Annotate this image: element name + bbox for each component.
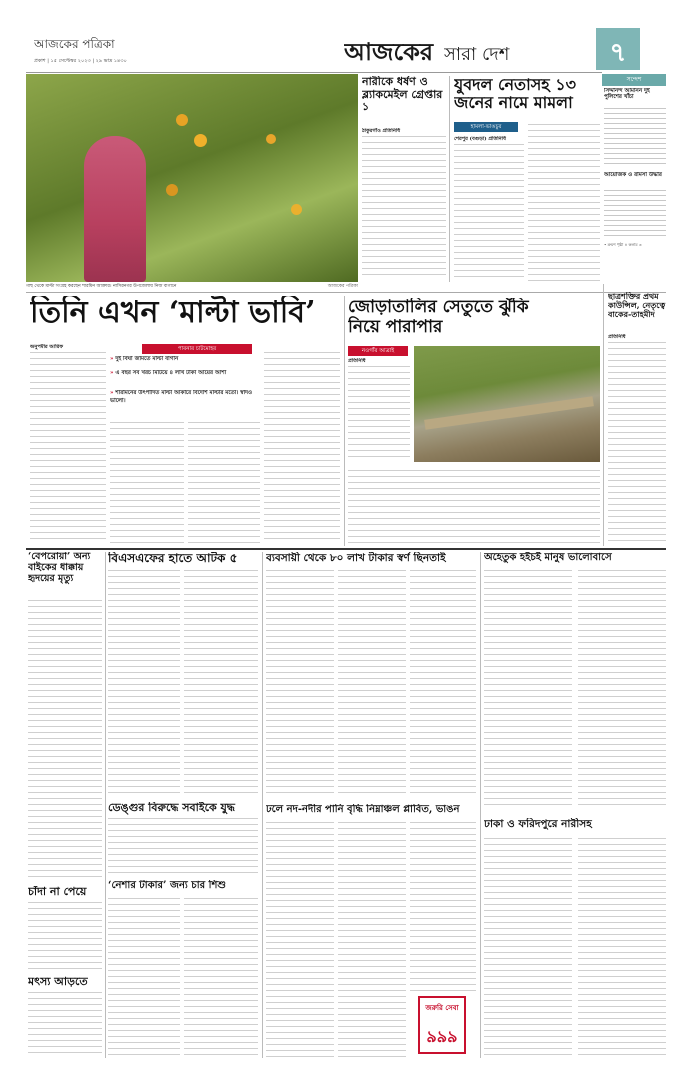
story-bsf-text-col2: [184, 570, 258, 798]
story-jubodal-kicker: হামলা-ভাঙচুর: [454, 122, 518, 132]
story-bridge-headline: জোড়াতালির সেতুতে ঝুঁকি নিয়ে পারাপার: [348, 298, 529, 337]
story-chanda-headline: চাঁদা না পেয়ে: [28, 886, 87, 898]
lead-text-col4: [264, 352, 340, 544]
bridge-deck: [424, 396, 594, 430]
story-dengue-headline: ডেঙ্গুর বিরুদ্ধে সবাইকে যুদ্ধ: [108, 802, 235, 814]
lead-bullet: » এ বছর সব খরচ মিটিয়ে ৪ লাখ টাকা আয়ের আশা: [110, 370, 227, 376]
story-flood-headline: ঢলে নদ-নদীর পানি বৃদ্ধি নিম্নাঞ্চল প্লাবিত, ভাঙন: [266, 804, 460, 815]
woman-figure: [84, 136, 146, 282]
sidebar-story2-more: • ক্রমশ পৃষ্ঠা ৪ কলাম ৩: [604, 242, 642, 247]
story-drug-text-col2: [184, 898, 258, 1058]
lead-bullets-box: [110, 356, 258, 418]
lead-headline: তিনি এখন ‘মাল্টা ভাবি’: [30, 296, 316, 330]
page-number: ৭: [609, 38, 627, 68]
story-jubodal-text-col2: [528, 124, 600, 282]
story-gold-text-col3: [410, 570, 476, 798]
orange-fruit: [176, 114, 188, 126]
sidebar-story2-text: [604, 190, 666, 240]
emergency-number: ৯৯৯: [426, 1027, 458, 1046]
story-bike-headline: ‘বেপরোয়া’ অন্য বাইকের ধাক্কায় হৃদয়ের মৃত্যু: [28, 552, 91, 584]
story-love-headline: অহেতুক হইচই মানুষ ভালোবাসে: [484, 552, 612, 563]
sidebar-story2-title: আয়োজক ও রামসা উদ্ধার: [604, 172, 662, 178]
date-line: প্রকাশ | ১৫ সেপ্টেম্বর ২০২৩ | ২৯ ভাদ্র ১৪৩০: [34, 58, 127, 64]
story-chhatra-text: [608, 342, 666, 546]
lead-bullet: » দুই বিঘা জমিতে মাল্টা বাগান: [110, 356, 179, 362]
story-love-text-col2: [578, 570, 666, 810]
story-bsf-text-col1: [108, 570, 180, 798]
story-bsf-headline: বিএসএফের হাতে আটক ৫: [108, 552, 238, 565]
lead-kicker: পাবনার চাটমোহর: [142, 344, 252, 354]
story-bridge-byline: প্রতিনিধি: [348, 358, 366, 364]
story-bridge-text-bottom: [348, 470, 600, 546]
sidebar-header: সন্দেশ: [602, 74, 666, 86]
orange-fruit: [166, 184, 178, 196]
story-gold-text-col2: [338, 570, 406, 798]
sidebar-story1-title: সিদ্দানন্দ আমানন দুই পুলিশের খাঁচা: [604, 88, 650, 101]
story-chhatra-headline: ছাত্রশক্তির প্রথম কাউন্সিল, নেতৃত্বে বাকের-তাহমীদ: [608, 292, 666, 320]
story-fish-headline: মৎস্য আড়তে: [28, 976, 88, 988]
emergency-label: জরুরি সেবা: [425, 1003, 459, 1012]
photo-caption: গাছ থেকে মাল্টা সংগ্রহ করছেন শারমিন আক্তার। নাসিরনগর উপজেলায় নিজ বাগানে: [26, 284, 177, 289]
story-jubodal-text-col1: [454, 144, 524, 282]
section-title: সারা দেশ: [444, 44, 510, 65]
story-bridge-kicker: নওগাঁর আত্রাই: [348, 346, 408, 356]
story-dengue-text: [108, 818, 258, 874]
lead-text-col3: [188, 422, 260, 544]
story-jubodal-headline: যুবদল নেতাসহ ১৩ জনের নামে মামলা: [454, 76, 577, 113]
sidebar-story1-text: [604, 108, 666, 168]
story-drug-text-col1: [108, 898, 180, 1058]
bridge-photo: [414, 346, 600, 462]
story-gold-headline: ব্যবসায়ী থেকে ৮০ লাখ টাকার স্বর্ণ ছিনতাই: [266, 552, 446, 564]
story-love-text-col1: [484, 570, 572, 810]
lead-text-col2: [110, 422, 184, 544]
section-brand: আজকের: [344, 37, 434, 66]
emergency-badge: [418, 996, 466, 1054]
story-rape-byline: ঠাকুরগাঁও প্রতিনিধি: [362, 128, 401, 134]
photo-credit: আজকের পত্রিকা: [327, 284, 358, 289]
story-jubodal-byline: শেরপুর (বগুড়া) প্রতিনিধি: [454, 136, 506, 142]
story-chanda-text: [28, 902, 102, 972]
story-flood-text-col1: [266, 822, 334, 1058]
story-rape-headline: নারীকে ধর্ষণ ও ব্ল্যাকমেইল গ্রেপ্তার ১: [362, 76, 443, 114]
story-bike-text: [28, 600, 102, 880]
sidebar: [602, 74, 666, 284]
story-bridge-text-col1: [348, 366, 410, 462]
story-flood-text-col2: [338, 822, 406, 1058]
orange-fruit: [291, 204, 302, 215]
story-dhaka-text-col1: [484, 838, 572, 1058]
story-flood-text-col3: [410, 822, 476, 992]
orange-fruit: [194, 134, 207, 147]
paper-name: আজকের পত্রিকা: [34, 37, 115, 51]
orange-fruit: [266, 134, 276, 144]
story-dhaka-text-col2: [578, 838, 666, 1058]
story-drug-headline: ‘নেশার টাকার’ জন্য চার শিশু: [108, 880, 226, 891]
masthead: [26, 28, 640, 74]
story-dhaka-headline: ঢাকা ও ফরিদপুরে নারীসহ: [484, 818, 592, 830]
story-rape-text: [362, 136, 446, 280]
lead-photo: [26, 74, 358, 282]
story-chhatra-byline: প্রতিনিধি: [608, 334, 626, 340]
lead-bullet: » শারমিনের উৎপাদিত মাল্টা আকারে বিদেশি মাল্টার মতো। স্বাদও ভালো।: [110, 390, 253, 404]
story-gold-text-col1: [266, 570, 334, 798]
lead-byline: অনুপমীর আরিফ: [30, 344, 64, 350]
lead-text-col1: [30, 352, 106, 544]
story-fish-text: [28, 992, 102, 1058]
